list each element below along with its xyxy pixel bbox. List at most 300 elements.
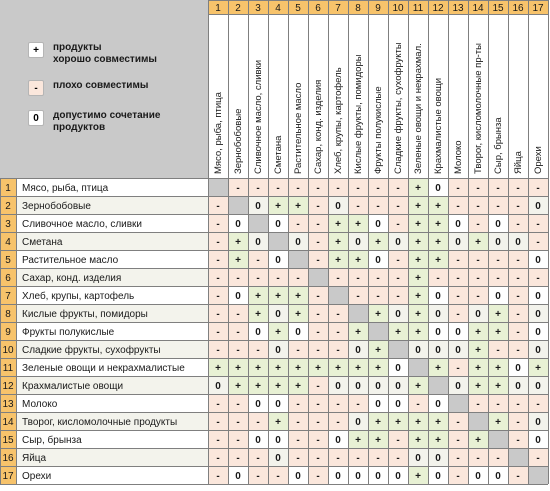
cell-symbol: 0 xyxy=(275,399,281,410)
cell-symbol: - xyxy=(316,201,320,212)
cell-symbol: - xyxy=(356,183,360,194)
cell-symbol: - xyxy=(476,453,480,464)
legend-label-neutral-line1: допустимо сочетание xyxy=(53,110,161,121)
column-label: Орехи xyxy=(533,146,544,174)
cell-symbol: 0 xyxy=(435,183,441,194)
cell-symbol: - xyxy=(216,399,220,410)
cell-symbol: - xyxy=(396,291,400,302)
cell-symbol: + xyxy=(475,363,481,374)
cell-symbol: - xyxy=(536,183,540,194)
diagonal-cell xyxy=(228,196,248,214)
cell-symbol: - xyxy=(396,255,400,266)
row-number: 15 xyxy=(2,435,14,446)
cell-symbol: + xyxy=(495,309,501,320)
cell-symbol: 0 xyxy=(355,237,361,248)
cell-symbol: 0 xyxy=(535,309,541,320)
cell-symbol: - xyxy=(396,183,400,194)
cell-symbol: 0 xyxy=(535,417,541,428)
cell-symbol: - xyxy=(356,291,360,302)
cell-symbol: 0 xyxy=(415,345,421,356)
cell-symbol: + xyxy=(335,255,341,266)
cell-symbol: - xyxy=(396,453,400,464)
cell-symbol: - xyxy=(316,435,320,446)
cell-symbol: + xyxy=(475,435,481,446)
cell-symbol: 0 xyxy=(375,219,381,230)
cell-symbol: 0 xyxy=(215,381,221,392)
cell-symbol: 0 xyxy=(295,327,301,338)
cell-symbol: - xyxy=(356,273,360,284)
cell-symbol: - xyxy=(356,399,360,410)
cell-symbol: 0 xyxy=(235,219,241,230)
cell-symbol: - xyxy=(536,273,540,284)
diagonal-cell xyxy=(468,412,488,430)
diagonal-cell xyxy=(348,304,368,322)
cell-symbol: + xyxy=(315,363,321,374)
cell-symbol: + xyxy=(475,237,481,248)
cell-symbol: - xyxy=(236,435,240,446)
diagonal-cell xyxy=(448,394,468,412)
cell-symbol: 0 xyxy=(475,471,481,482)
cell-symbol: + xyxy=(415,237,421,248)
cell-symbol: - xyxy=(316,345,320,356)
cell-symbol: + xyxy=(275,291,281,302)
cell-symbol: + xyxy=(355,363,361,374)
cell-symbol: - xyxy=(236,183,240,194)
cell-symbol: + xyxy=(415,291,421,302)
cell-symbol: - xyxy=(376,273,380,284)
column-number: 14 xyxy=(472,3,484,14)
column-label: Растительное масло xyxy=(293,82,304,174)
cell-symbol: + xyxy=(495,327,501,338)
cell-symbol: - xyxy=(316,291,320,302)
row-number: 7 xyxy=(5,291,11,302)
cell-symbol: 0 xyxy=(495,291,501,302)
cell-symbol: + xyxy=(415,201,421,212)
legend-symbol-bad: - xyxy=(28,80,44,96)
cell-symbol: 0 xyxy=(275,453,281,464)
cell-symbol: + xyxy=(495,381,501,392)
diagonal-cell xyxy=(388,340,408,358)
cell-symbol: 0 xyxy=(535,435,541,446)
column-number: 2 xyxy=(235,3,241,14)
cell-symbol: 0 xyxy=(515,237,521,248)
column-number: 6 xyxy=(315,3,321,14)
cell-symbol: + xyxy=(235,363,241,374)
cell-symbol: - xyxy=(236,453,240,464)
cell-symbol: - xyxy=(456,453,460,464)
cell-symbol: - xyxy=(336,345,340,356)
cell-symbol: - xyxy=(296,345,300,356)
cell-symbol: + xyxy=(415,183,421,194)
cell-symbol: 0 xyxy=(435,399,441,410)
cell-symbol: 0 xyxy=(355,417,361,428)
cell-symbol: 0 xyxy=(495,471,501,482)
column-label: Сладкие фрукты, сухофрукты xyxy=(393,42,404,174)
cell-symbol: 0 xyxy=(535,291,541,302)
cell-symbol: - xyxy=(476,273,480,284)
cell-symbol: - xyxy=(356,453,360,464)
cell-symbol: - xyxy=(216,345,220,356)
cell-symbol: + xyxy=(435,201,441,212)
cell-symbol: - xyxy=(376,291,380,302)
cell-symbol: + xyxy=(415,273,421,284)
cell-symbol: 0 xyxy=(295,471,301,482)
cell-symbol: 0 xyxy=(255,435,261,446)
cell-symbol: - xyxy=(476,183,480,194)
cell-symbol: - xyxy=(516,345,520,356)
column-number: 11 xyxy=(412,3,424,14)
cell-symbol: - xyxy=(456,309,460,320)
cell-symbol: - xyxy=(296,183,300,194)
cell-symbol: + xyxy=(235,381,241,392)
cell-symbol: + xyxy=(375,435,381,446)
cell-symbol: 0 xyxy=(435,309,441,320)
cell-symbol: - xyxy=(336,183,340,194)
row-number: 5 xyxy=(5,255,11,266)
cell-symbol: + xyxy=(355,435,361,446)
column-number: 3 xyxy=(255,3,261,14)
cell-symbol: - xyxy=(316,183,320,194)
cell-symbol: 0 xyxy=(455,327,461,338)
cell-symbol: - xyxy=(516,183,520,194)
cell-symbol: - xyxy=(416,399,420,410)
cell-symbol: - xyxy=(256,453,260,464)
row-label: Творог, кисломолочные продукты xyxy=(22,417,178,428)
cell-symbol: 0 xyxy=(275,435,281,446)
cell-symbol: 0 xyxy=(435,291,441,302)
cell-symbol: - xyxy=(256,273,260,284)
cell-symbol: + xyxy=(295,201,301,212)
cell-symbol: 0 xyxy=(375,381,381,392)
diagonal-cell xyxy=(288,250,308,268)
cell-symbol: + xyxy=(235,237,241,248)
cell-symbol: - xyxy=(296,417,300,428)
cell-symbol: 0 xyxy=(255,327,261,338)
column-number: 10 xyxy=(392,3,404,14)
column-label: Молоко xyxy=(453,140,464,174)
row-label: Сахар, конд. изделия xyxy=(22,273,122,284)
cell-symbol: 0 xyxy=(435,345,441,356)
cell-symbol: - xyxy=(436,273,440,284)
row-number: 12 xyxy=(2,381,14,392)
cell-symbol: + xyxy=(375,363,381,374)
column-label: Сливочное масло, сливки xyxy=(253,59,264,174)
cell-symbol: - xyxy=(536,399,540,410)
cell-symbol: - xyxy=(376,201,380,212)
cell-symbol: - xyxy=(296,453,300,464)
column-number: 16 xyxy=(512,3,524,14)
cell-symbol: - xyxy=(476,201,480,212)
row-number: 4 xyxy=(5,237,11,248)
cell-symbol: - xyxy=(536,219,540,230)
cell-symbol: - xyxy=(216,273,220,284)
cell-symbol: 0 xyxy=(235,471,241,482)
row-label: Растительное масло xyxy=(22,255,119,266)
cell-symbol: - xyxy=(316,327,320,338)
cell-symbol: + xyxy=(275,363,281,374)
cell-symbol: + xyxy=(255,381,261,392)
cell-symbol: + xyxy=(215,363,221,374)
column-number: 5 xyxy=(295,3,301,14)
cell-symbol: - xyxy=(336,453,340,464)
cell-symbol: 0 xyxy=(355,381,361,392)
column-label: Хлеб, крупы, картофель xyxy=(333,67,344,174)
cell-symbol: 0 xyxy=(395,309,401,320)
cell-symbol: - xyxy=(496,345,500,356)
cell-symbol: - xyxy=(216,255,220,266)
cell-symbol: - xyxy=(496,201,500,212)
cell-symbol: - xyxy=(336,417,340,428)
row-number: 14 xyxy=(2,417,14,428)
cell-symbol: - xyxy=(276,273,280,284)
cell-symbol: - xyxy=(536,237,540,248)
cell-symbol: + xyxy=(435,363,441,374)
cell-symbol: + xyxy=(395,327,401,338)
legend-item-bad xyxy=(28,80,148,96)
row-label: Орехи xyxy=(22,471,52,482)
cell-symbol: + xyxy=(375,237,381,248)
cell-symbol: - xyxy=(336,273,340,284)
cell-symbol: + xyxy=(435,255,441,266)
cell-symbol: + xyxy=(475,345,481,356)
cell-symbol: + xyxy=(335,363,341,374)
row-label: Зернобобовые xyxy=(22,201,91,212)
column-number: 15 xyxy=(492,3,504,14)
cell-symbol: 0 xyxy=(435,453,441,464)
cell-symbol: 0 xyxy=(395,471,401,482)
legend-label-bad: плохо совместимы xyxy=(53,80,149,91)
column-label: Сыр, брынза xyxy=(493,117,504,174)
cell-symbol: - xyxy=(216,471,220,482)
cell-symbol: 0 xyxy=(395,381,401,392)
cell-symbol: + xyxy=(535,363,541,374)
diagonal-cell xyxy=(208,178,228,196)
cell-symbol: 0 xyxy=(275,219,281,230)
column-number: 13 xyxy=(452,3,464,14)
cell-symbol: - xyxy=(216,417,220,428)
cell-symbol: 0 xyxy=(355,471,361,482)
row-number: 17 xyxy=(2,471,14,482)
cell-symbol: + xyxy=(495,363,501,374)
cell-symbol: - xyxy=(216,291,220,302)
cell-symbol: - xyxy=(476,399,480,410)
cell-symbol: - xyxy=(496,399,500,410)
cell-symbol: 0 xyxy=(475,309,481,320)
cell-symbol: + xyxy=(255,291,261,302)
legend-label-neutral-line2: продуктов xyxy=(53,122,106,133)
cell-symbol: - xyxy=(456,435,460,446)
cell-symbol: 0 xyxy=(255,399,261,410)
cell-symbol: 0 xyxy=(535,381,541,392)
cell-symbol: - xyxy=(296,273,300,284)
cell-symbol: - xyxy=(236,345,240,356)
cell-symbol: + xyxy=(235,255,241,266)
cell-symbol: 0 xyxy=(435,471,441,482)
column-number: 4 xyxy=(275,3,281,14)
cell-symbol: - xyxy=(296,219,300,230)
cell-symbol: 0 xyxy=(395,363,401,374)
cell-symbol: - xyxy=(256,345,260,356)
cell-symbol: 0 xyxy=(415,453,421,464)
column-label: Сахар, конд. изделия xyxy=(313,79,324,174)
cell-symbol: 0 xyxy=(335,471,341,482)
cell-symbol: + xyxy=(375,345,381,356)
cell-symbol: + xyxy=(275,417,281,428)
cell-symbol: 0 xyxy=(375,399,381,410)
cell-symbol: + xyxy=(295,291,301,302)
cell-symbol: 0 xyxy=(535,201,541,212)
cell-symbol: - xyxy=(396,273,400,284)
row-number: 3 xyxy=(5,219,11,230)
cell-symbol: - xyxy=(516,309,520,320)
cell-symbol: 0 xyxy=(335,435,341,446)
cell-symbol: - xyxy=(216,237,220,248)
row-label: Зеленые овощи и некрахмалистые xyxy=(22,363,185,374)
cell-symbol: - xyxy=(316,381,320,392)
cell-symbol: 0 xyxy=(395,399,401,410)
cell-symbol: - xyxy=(316,399,320,410)
column-label: Кислые фрукты, помидоры xyxy=(353,54,364,174)
cell-symbol: 0 xyxy=(375,255,381,266)
cell-symbol: 0 xyxy=(455,237,461,248)
column-number: 17 xyxy=(532,3,544,14)
cell-symbol: 0 xyxy=(495,237,501,248)
cell-symbol: 0 xyxy=(535,255,541,266)
cell-symbol: + xyxy=(255,363,261,374)
cell-symbol: + xyxy=(295,381,301,392)
cell-symbol: + xyxy=(275,327,281,338)
row-number: 11 xyxy=(2,363,14,374)
cell-symbol: - xyxy=(296,399,300,410)
cell-symbol: - xyxy=(336,327,340,338)
cell-symbol: - xyxy=(516,471,520,482)
cell-symbol: + xyxy=(355,219,361,230)
column-label: Крахмалистые овощи xyxy=(433,78,444,174)
diagonal-cell xyxy=(268,232,288,250)
cell-symbol: - xyxy=(516,255,520,266)
row-number: 16 xyxy=(2,453,14,464)
diagonal-cell xyxy=(528,466,548,484)
row-label: Крахмалистые овощи xyxy=(22,381,124,392)
cell-symbol: + xyxy=(275,381,281,392)
row-label: Сметана xyxy=(22,237,63,248)
cell-symbol: - xyxy=(316,417,320,428)
cell-symbol: - xyxy=(216,309,220,320)
diagonal-cell xyxy=(508,448,528,466)
cell-symbol: - xyxy=(496,273,500,284)
cell-symbol: - xyxy=(356,201,360,212)
row-number: 8 xyxy=(5,309,11,320)
cell-symbol: - xyxy=(516,327,520,338)
cell-symbol: + xyxy=(375,417,381,428)
cell-symbol: 0 xyxy=(535,345,541,356)
cell-symbol: - xyxy=(316,453,320,464)
cell-symbol: - xyxy=(216,435,220,446)
cell-symbol: - xyxy=(536,453,540,464)
cell-symbol: - xyxy=(456,183,460,194)
cell-symbol: 0 xyxy=(495,219,501,230)
legend-item-neutral xyxy=(28,110,160,134)
cell-symbol: 0 xyxy=(375,471,381,482)
column-number: 1 xyxy=(215,3,221,14)
cell-symbol: + xyxy=(415,219,421,230)
cell-symbol: 0 xyxy=(295,237,301,248)
cell-symbol: - xyxy=(236,417,240,428)
cell-symbol: + xyxy=(475,381,481,392)
cell-symbol: + xyxy=(435,219,441,230)
legend-label-good-line2: хорошо совместимы xyxy=(53,54,157,65)
row-number: 6 xyxy=(5,273,11,284)
legend-symbol-good: + xyxy=(28,42,44,58)
cell-symbol: - xyxy=(516,201,520,212)
cell-symbol: + xyxy=(415,381,421,392)
legend-symbol-neutral: 0 xyxy=(28,110,44,126)
cell-symbol: - xyxy=(396,201,400,212)
diagonal-cell xyxy=(308,268,328,286)
cell-symbol: - xyxy=(516,273,520,284)
cell-symbol: - xyxy=(236,399,240,410)
cell-symbol: + xyxy=(335,237,341,248)
cell-symbol: + xyxy=(415,417,421,428)
legend-item-good xyxy=(28,42,157,66)
cell-symbol: - xyxy=(516,219,520,230)
legend xyxy=(0,0,208,178)
cell-symbol: + xyxy=(355,255,361,266)
cell-symbol: - xyxy=(216,201,220,212)
cell-symbol: 0 xyxy=(255,237,261,248)
cell-symbol: - xyxy=(456,201,460,212)
row-number: 10 xyxy=(2,345,14,356)
cell-symbol: - xyxy=(316,255,320,266)
legend-label-good-line1: продукты xyxy=(53,42,102,53)
row-label: Кислые фрукты, помидоры xyxy=(22,309,148,320)
cell-symbol: - xyxy=(496,183,500,194)
cell-symbol: - xyxy=(516,417,520,428)
cell-symbol: 0 xyxy=(275,255,281,266)
cell-symbol: + xyxy=(415,327,421,338)
column-label: Мясо, рыба, птица xyxy=(213,92,224,174)
cell-symbol: 0 xyxy=(535,327,541,338)
row-label: Фрукты полукислые xyxy=(22,327,115,338)
cell-symbol: - xyxy=(216,327,220,338)
cell-symbol: - xyxy=(376,183,380,194)
cell-symbol: 0 xyxy=(515,363,521,374)
cell-symbol: - xyxy=(476,291,480,302)
cell-symbol: - xyxy=(256,417,260,428)
cell-symbol: 0 xyxy=(355,345,361,356)
cell-symbol: - xyxy=(496,255,500,266)
row-number: 1 xyxy=(5,183,11,194)
cell-symbol: - xyxy=(396,435,400,446)
row-number: 13 xyxy=(2,399,14,410)
column-number: 12 xyxy=(432,3,444,14)
diagonal-cell xyxy=(488,430,508,448)
cell-symbol: 0 xyxy=(455,345,461,356)
cell-symbol: - xyxy=(276,183,280,194)
cell-symbol: - xyxy=(256,471,260,482)
cell-symbol: + xyxy=(375,309,381,320)
cell-symbol: - xyxy=(396,219,400,230)
column-label: Фрукты полукислые xyxy=(373,86,384,174)
cell-symbol: + xyxy=(435,237,441,248)
cell-symbol: - xyxy=(496,453,500,464)
cell-symbol: 0 xyxy=(335,381,341,392)
cell-symbol: - xyxy=(316,237,320,248)
diagonal-cell xyxy=(248,214,268,232)
cell-symbol: - xyxy=(236,273,240,284)
cell-symbol: + xyxy=(355,327,361,338)
column-number: 9 xyxy=(375,3,381,14)
